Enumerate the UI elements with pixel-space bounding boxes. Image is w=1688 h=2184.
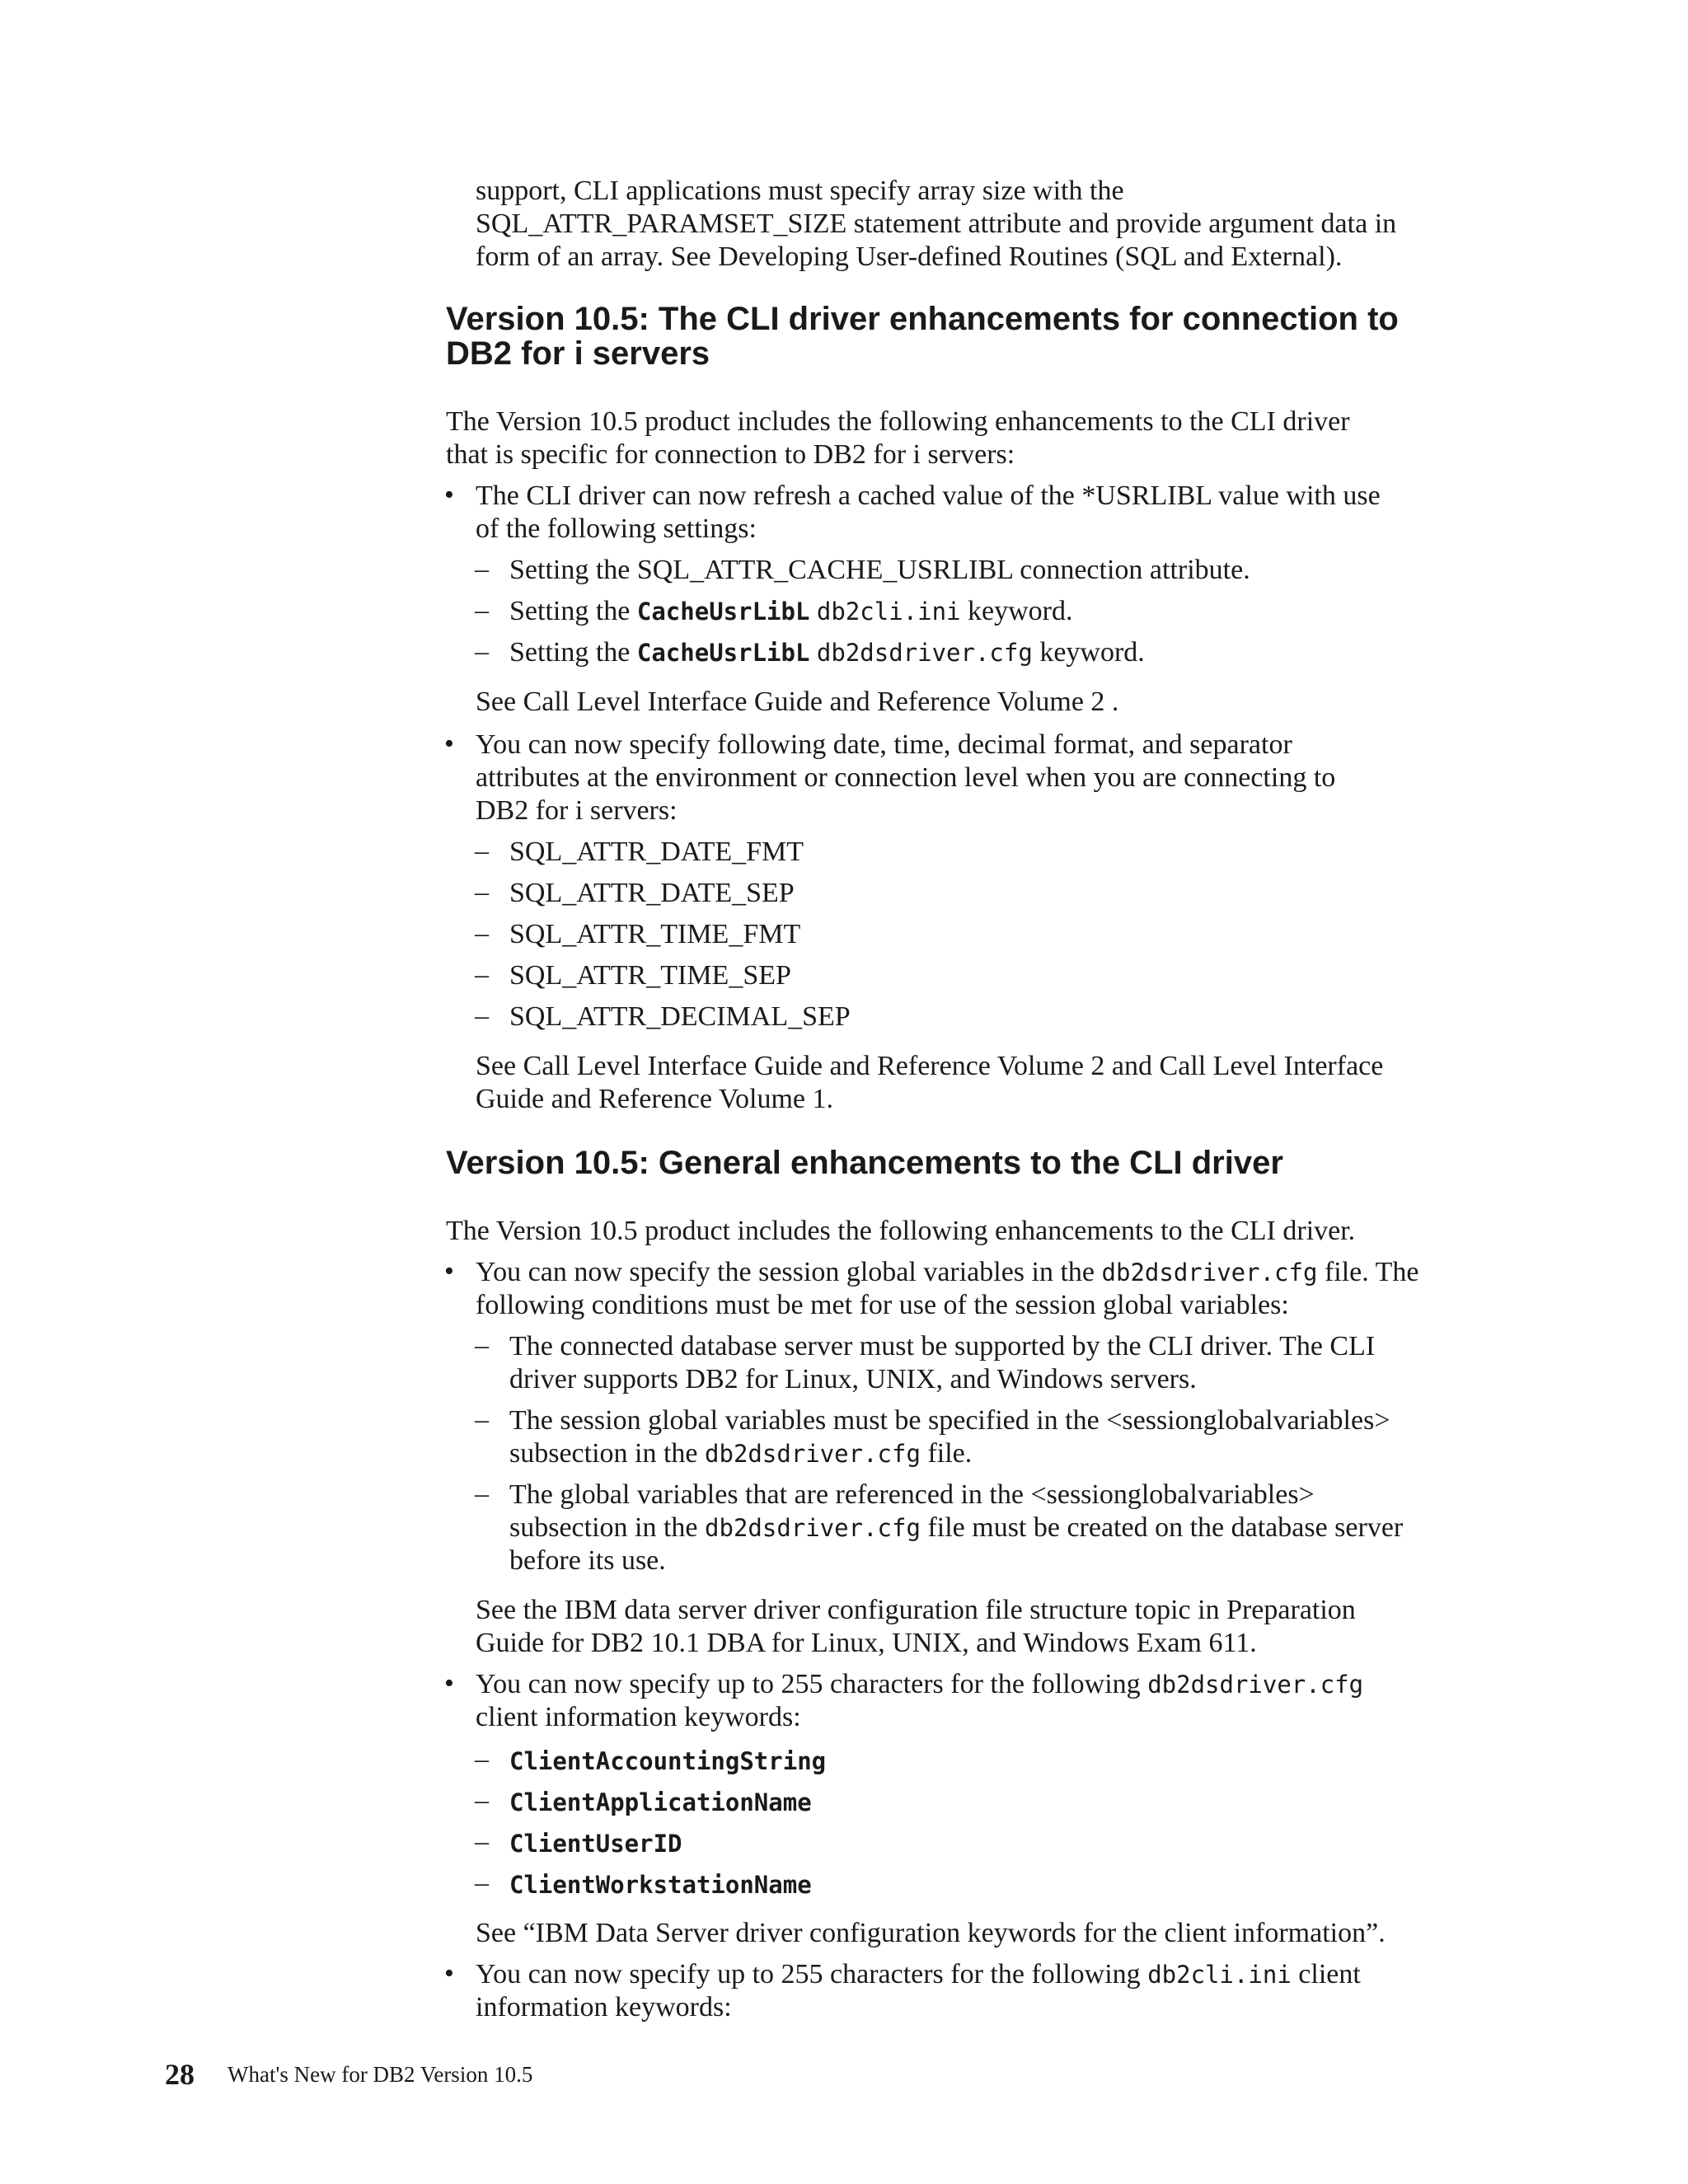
file-name: db2dsdriver.cfg	[1147, 1671, 1364, 1699]
dash-marker: –	[475, 959, 489, 990]
text-line: that is specific for connection to DB2 for i servers:	[446, 439, 1015, 470]
text-line: of the following settings:	[476, 513, 757, 544]
client-keyword: ClientWorkstationName	[509, 1871, 812, 1899]
see-reference: See Call Level Interface Guide and Reference Volume 2 .	[476, 687, 1119, 717]
sub-item	[509, 1404, 1540, 1470]
text-line: See Call Level Interface Guide and Reference Volume 2 and Call Level Interface	[476, 1051, 1384, 1081]
file-name: db2cli.ini	[1147, 1961, 1292, 1989]
text-line: You can now specify the session global variables in the db2dsdriver.cfg file. The	[476, 1257, 1419, 1287]
file-name: db2dsdriver.cfg	[705, 1440, 921, 1468]
text-line: client information keywords:	[476, 1702, 801, 1732]
keyword: CacheUsrLibL	[636, 639, 810, 667]
client-keyword: ClientApplicationName	[509, 1788, 812, 1816]
dash-marker: –	[475, 1330, 489, 1361]
attr-item: SQL_ATTR_DATE_SEP	[509, 878, 795, 908]
dash-marker: –	[475, 877, 489, 907]
sub-item	[509, 1479, 1540, 1577]
section-heading-cli-db2i	[446, 302, 1517, 371]
section1-intro	[446, 405, 1476, 471]
dash-marker: –	[475, 1744, 489, 1774]
text-line: before its use.	[509, 1545, 666, 1576]
text-line: form of an array. See Developing User-defined Routines (SQL and External).	[476, 241, 1343, 272]
bullet-marker: •	[444, 480, 454, 510]
text-line: driver supports DB2 for Linux, UNIX, and Windows servers.	[509, 1364, 1197, 1394]
bullet-client-info-cfg	[476, 1668, 1506, 1734]
text-line: support, CLI applications must specify array size with the	[476, 176, 1124, 206]
text-line: You can now specify following date, time, decimal format, and separator	[476, 729, 1292, 760]
dash-marker: –	[475, 836, 489, 866]
bullet-date-time-attrs	[476, 729, 1506, 827]
see-reference	[476, 1594, 1506, 1660]
text-line: The global variables that are referenced in the <sessionglobalvariables>	[509, 1479, 1315, 1510]
page-number: 28	[165, 2058, 195, 2091]
attr-item: SQL_ATTR_DECIMAL_SEP	[509, 1001, 851, 1032]
text-line: SQL_ATTR_PARAMSET_SIZE statement attribute and provide argument data in	[476, 209, 1397, 239]
file-name: db2cli.ini	[816, 598, 961, 626]
text-line: You can now specify up to 255 characters for the following db2dsdriver.cfg	[476, 1669, 1364, 1699]
bullet-session-globals	[476, 1256, 1506, 1322]
intro-paragraph	[476, 175, 1506, 274]
sub-item: Setting the CacheUsrLibL db2cli.ini keyword.	[509, 596, 1073, 626]
bullet-client-info-ini	[476, 1958, 1506, 2024]
text-line: Guide for DB2 10.1 DBA for Linux, UNIX, and Windows Exam 611.	[476, 1628, 1257, 1658]
client-keyword: ClientAccountingString	[509, 1747, 827, 1775]
sub-item	[509, 1330, 1540, 1396]
file-name: db2dsdriver.cfg	[1101, 1258, 1318, 1286]
bullet-marker: •	[444, 1256, 454, 1286]
dash-marker: –	[475, 1785, 489, 1816]
footer-doc-title: What's New for DB2 Version 10.5	[227, 2062, 533, 2087]
keyword: CacheUsrLibL	[636, 598, 810, 626]
see-reference: See “IBM Data Server driver configuration keywords for the client information”.	[476, 1918, 1386, 1948]
text-line: subsection in the db2dsdriver.cfg file.	[509, 1438, 973, 1469]
text-line: You can now specify up to 255 characters for the following db2cli.ini client	[476, 1959, 1361, 1990]
text-line: See the IBM data server driver configuration file structure topic in Preparation	[476, 1595, 1356, 1625]
bullet-marker: •	[444, 729, 454, 759]
heading-line: Version 10.5: General enhancements to the CLI driver	[446, 1145, 1283, 1181]
text-line: subsection in the db2dsdriver.cfg file must be created on the database server	[509, 1512, 1404, 1543]
heading-line: Version 10.5: The CLI driver enhancements for connection to	[446, 301, 1399, 337]
dash-marker: –	[475, 918, 489, 949]
dash-marker: –	[475, 554, 489, 584]
text-line: Guide and Reference Volume 1.	[476, 1084, 833, 1114]
text-line: attributes at the environment or connection level when you are connecting to	[476, 762, 1336, 793]
dash-marker: –	[475, 636, 489, 667]
attr-item: SQL_ATTR_DATE_FMT	[509, 837, 804, 867]
sub-item: Setting the SQL_ATTR_CACHE_USRLIBL connection attribute.	[509, 555, 1250, 585]
dash-marker: –	[475, 1001, 489, 1031]
section-heading-general	[446, 1146, 1517, 1180]
text-line: The CLI driver can now refresh a cached value of the *USRLIBL value with use	[476, 480, 1381, 511]
bullet-usrlibl	[476, 480, 1506, 546]
file-name: db2dsdriver.cfg	[816, 639, 1033, 667]
attr-item: SQL_ATTR_TIME_SEP	[509, 960, 791, 991]
bullet-marker: •	[444, 1668, 454, 1699]
text-line: The session global variables must be specified in the <sessionglobalvariables>	[509, 1405, 1390, 1436]
dash-marker: –	[475, 595, 489, 626]
dash-marker: –	[475, 1868, 489, 1898]
text-line: information keywords:	[476, 1992, 732, 2022]
sub-item: Setting the CacheUsrLibL db2dsdriver.cfg keyword.	[509, 637, 1145, 668]
dash-marker: –	[475, 1479, 489, 1509]
client-keyword: ClientUserID	[509, 1830, 682, 1858]
see-reference	[476, 1050, 1506, 1116]
dash-marker: –	[475, 1404, 489, 1435]
text-line: following conditions must be met for use of the session global variables:	[476, 1290, 1289, 1320]
section2-intro: The Version 10.5 product includes the following enhancements to the CLI driver.	[446, 1216, 1356, 1246]
dash-marker: –	[475, 1826, 489, 1857]
heading-line: DB2 for i servers	[446, 335, 710, 372]
text-line: The Version 10.5 product includes the following enhancements to the CLI driver	[446, 406, 1350, 437]
file-name: db2dsdriver.cfg	[705, 1514, 921, 1542]
attr-item: SQL_ATTR_TIME_FMT	[509, 919, 801, 949]
text-line: The connected database server must be supported by the CLI driver. The CLI	[509, 1331, 1376, 1361]
bullet-marker: •	[444, 1958, 454, 1989]
text-line: DB2 for i servers:	[476, 795, 678, 826]
